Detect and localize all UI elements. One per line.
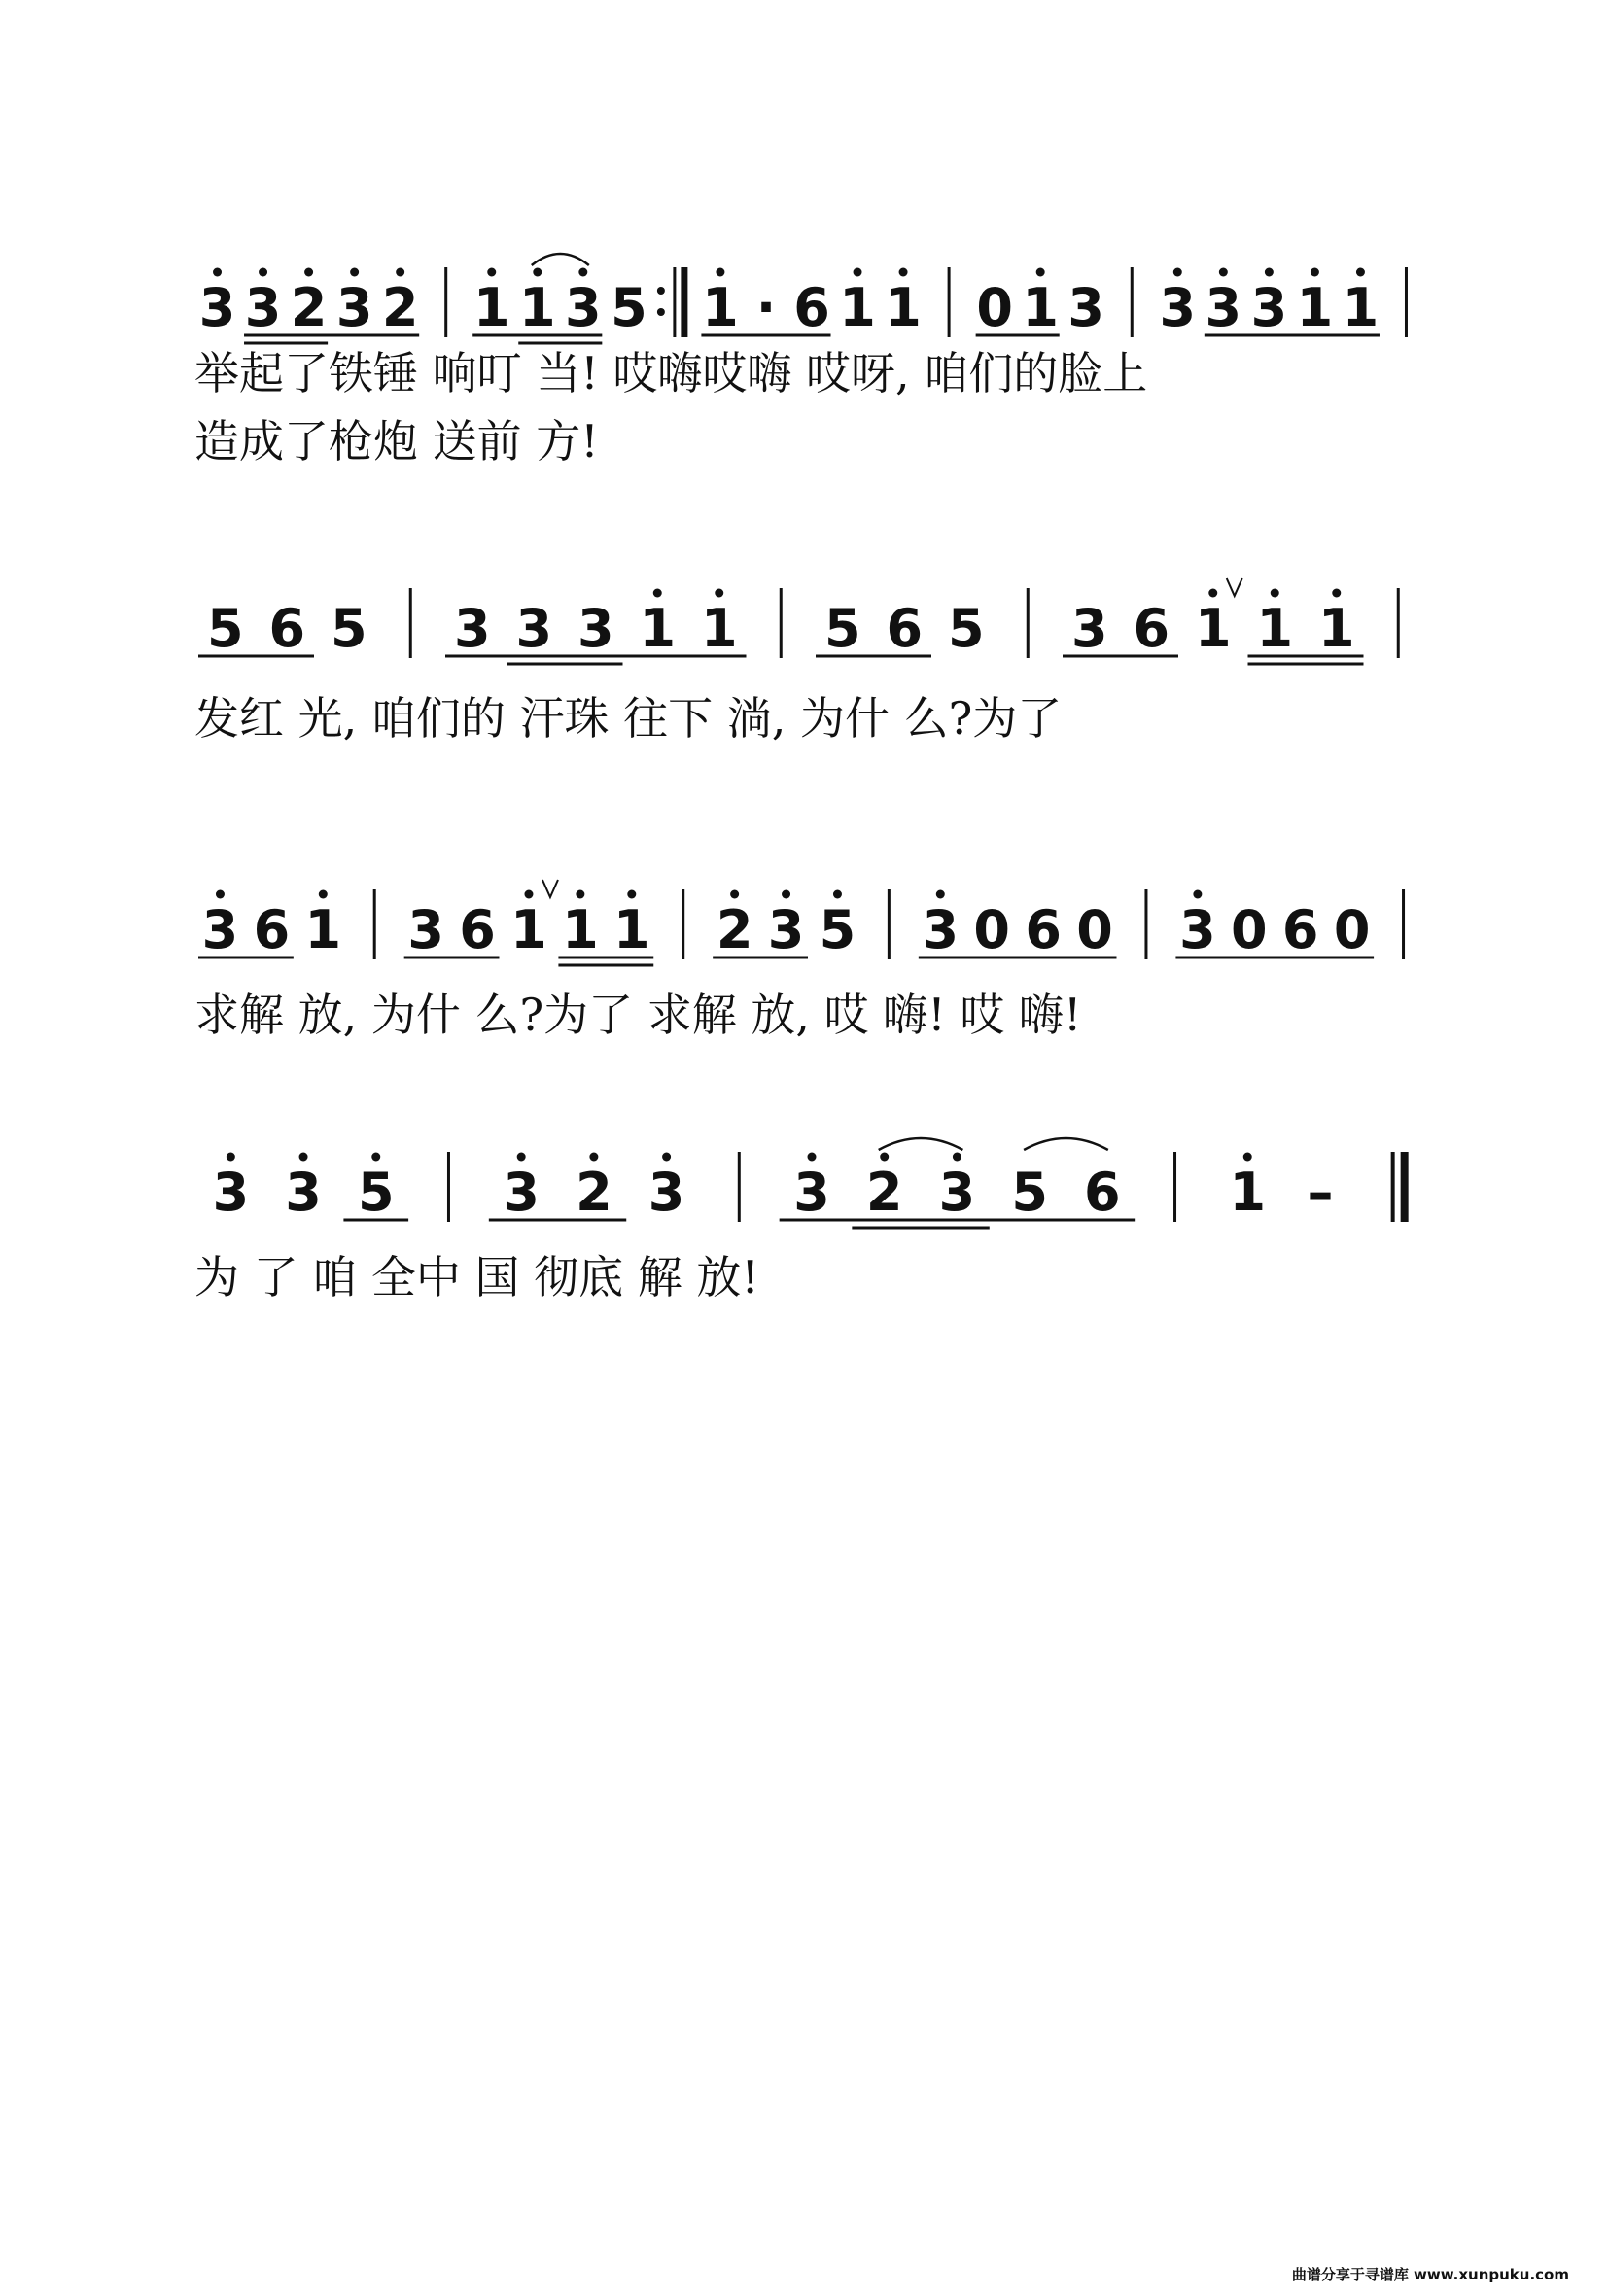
octave-dot [953, 1153, 961, 1162]
note: 1 [1317, 598, 1355, 659]
octave-dot [1173, 268, 1182, 277]
note: 3 [198, 277, 236, 338]
octave-dot [833, 890, 842, 899]
octave-dot [259, 268, 267, 277]
octave-dot [517, 1153, 526, 1162]
slur [879, 1138, 963, 1150]
note: 1 [1256, 598, 1294, 659]
octave-dot [213, 268, 222, 277]
note: 5 [330, 598, 367, 659]
octave-dot [716, 268, 724, 277]
octave-dot [396, 268, 404, 277]
lyric-line: 举起了铁锤 响叮 当! 哎嗨哎嗨 哎呀, 咱们的脸上 [194, 347, 1148, 400]
lyric-line: 为 了 咱 全中 国 彻底 解 放! [194, 1251, 759, 1304]
note: 5 [823, 598, 861, 659]
note: 3 [1067, 277, 1105, 338]
repeat-dot [657, 287, 665, 295]
note: 2 [381, 277, 419, 338]
note: 5 [1011, 1162, 1048, 1223]
octave-dot [319, 890, 328, 899]
note: 0 [1231, 899, 1268, 960]
note: 3 [1205, 277, 1242, 338]
lyric-line: 发红 光, 咱们的 汗珠 往下 淌, 为什 么?为了 [194, 692, 1063, 745]
octave-dot [350, 268, 359, 277]
note: 5 [947, 598, 985, 659]
note: 1 [472, 277, 510, 338]
octave-dot [808, 1153, 817, 1162]
note: 1 [1022, 277, 1059, 338]
lyric-line: 求解 放, 为什 么?为了 求解 放, 哎 嗨! 哎 嗨! [194, 989, 1082, 1041]
octave-dot [578, 268, 587, 277]
note: 6 [268, 598, 306, 659]
octave-dot [524, 890, 533, 899]
octave-dot [1332, 589, 1341, 598]
octave-dot [653, 589, 662, 598]
octave-dot [216, 890, 225, 899]
note: 2 [576, 1162, 612, 1223]
note: 3 [1159, 277, 1197, 338]
note: 3 [1250, 277, 1288, 338]
note: 1 [1194, 598, 1232, 659]
note: 3 [565, 277, 602, 338]
note: 1 [1342, 277, 1380, 338]
note: 1 [639, 598, 677, 659]
note: – [1307, 1162, 1334, 1223]
breath-mark [542, 880, 558, 897]
octave-dot [1036, 268, 1045, 277]
note: 0 [1333, 899, 1371, 960]
note: 6 [253, 899, 291, 960]
note: 5 [357, 1162, 395, 1223]
octave-dot [1265, 268, 1274, 277]
octave-dot [1243, 1153, 1252, 1162]
octave-dot [1219, 268, 1228, 277]
note: 2 [716, 899, 753, 960]
octave-dot [533, 268, 542, 277]
octave-dot [371, 1153, 380, 1162]
note: 3 [1179, 899, 1216, 960]
octave-dot [730, 890, 739, 899]
note: 1 [839, 277, 876, 338]
octave-dot [589, 1153, 598, 1162]
note: 1 [304, 899, 342, 960]
octave-dot [854, 268, 862, 277]
note: 3 [793, 1162, 830, 1223]
note: 3 [212, 1162, 250, 1223]
note: 1 [613, 899, 650, 960]
octave-dot [782, 890, 790, 899]
octave-dot [1271, 589, 1279, 598]
note: 3 [767, 899, 805, 960]
note: 5 [611, 277, 647, 338]
note: 1 [885, 277, 922, 338]
slur [532, 254, 589, 265]
note: 1 [562, 899, 599, 960]
note: 3 [335, 277, 373, 338]
octave-dot [936, 890, 945, 899]
octave-dot [715, 589, 723, 598]
note: 0 [976, 277, 1013, 338]
octave-dot [487, 268, 496, 277]
note: 2 [290, 277, 328, 338]
octave-dot [1193, 890, 1202, 899]
octave-dot [1356, 268, 1365, 277]
note: 1 [702, 277, 739, 338]
note: 3 [453, 598, 491, 659]
note: 5 [206, 598, 244, 659]
note: 2 [865, 1162, 903, 1223]
note: 3 [407, 899, 444, 960]
note: 3 [922, 899, 960, 960]
octave-dot [227, 1153, 235, 1162]
note: 3 [577, 598, 614, 659]
note: 3 [1070, 598, 1108, 659]
note: 3 [244, 277, 282, 338]
note: 1 [1296, 277, 1334, 338]
note: 0 [973, 899, 1010, 960]
octave-dot [662, 1153, 671, 1162]
note: 3 [938, 1162, 976, 1223]
octave-dot [899, 268, 908, 277]
note: 6 [793, 277, 830, 338]
note: 6 [459, 899, 496, 960]
octave-dot [304, 268, 313, 277]
breath-mark [1227, 578, 1242, 596]
note: 6 [886, 598, 924, 659]
octave-dot [299, 1153, 308, 1162]
slur [1024, 1138, 1108, 1150]
note: 3 [647, 1162, 685, 1223]
note: 1 [510, 899, 547, 960]
note: 1 [518, 277, 556, 338]
note: 1 [700, 598, 738, 659]
octave-dot [1311, 268, 1319, 277]
octave-dot [627, 890, 636, 899]
note: 6 [1281, 899, 1319, 960]
note: 6 [1133, 598, 1171, 659]
note: · [755, 277, 777, 338]
note: 5 [819, 899, 856, 960]
octave-dot [1208, 589, 1217, 598]
note: 6 [1084, 1162, 1121, 1223]
note: 0 [1076, 899, 1113, 960]
footer-credit: 曲谱分享于寻谱库 www.xunpuku.com [1291, 2266, 1569, 2283]
note: 3 [201, 899, 239, 960]
note: 6 [1025, 899, 1062, 960]
note: 3 [285, 1162, 322, 1223]
note: 3 [503, 1162, 540, 1223]
octave-dot [576, 890, 584, 899]
lyric-line: 造成了枪炮 送前 方! [194, 415, 599, 468]
repeat-dot [657, 308, 665, 316]
octave-dot [880, 1153, 889, 1162]
note: 3 [515, 598, 553, 659]
note: 1 [1229, 1162, 1267, 1223]
